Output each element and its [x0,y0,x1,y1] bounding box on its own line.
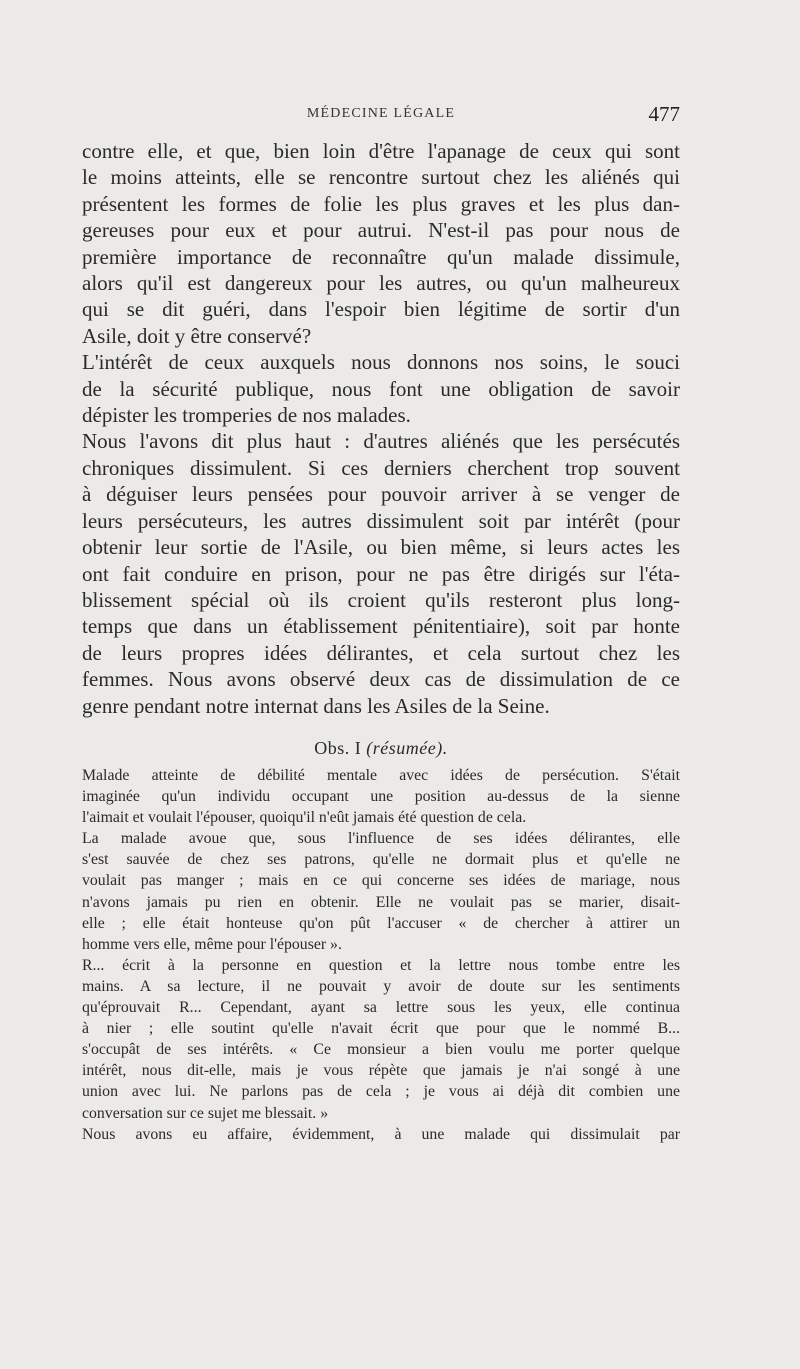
text-line: première importance de reconnaître qu'un malade dissimule, [82,244,680,269]
observation-label: Obs. I [314,738,362,758]
text-line: Asile, doit y être conservé? [82,323,312,348]
running-head [82,102,680,128]
text-line: genre pendant notre internat dans les Asiles de la Seine. [82,693,550,718]
running-head-title: MÉDECINE LÉGALE [306,106,456,121]
main-text [82,138,680,719]
observation-line: mains. A sa lecture, il ne pouvait y avoir de doute sur les sentiments [82,977,680,995]
observation-heading [82,738,680,759]
text-line: à déguiser leurs pensées pour pouvoir arriver à se venger de [82,482,680,507]
text-line: de leurs propres idées délirantes, et cela surtout chez les [82,640,680,665]
text-line: femmes. Nous avons observé deux cas de dissimulation de ce [82,667,680,692]
page-number: 477 [648,102,680,126]
observation-line: s'occupât de ses intérêts. « Ce monsieur a bien voulu me porter quelque [82,1041,680,1059]
text-line: temps que dans un établissement pénitentiaire), soit par honte [82,614,680,639]
text-line: obtenir leur sortie de l'Asile, ou bien même, si leurs actes les [82,535,680,560]
text-line: contre elle, et que, bien loin d'être l'apanage de ceux qui sont [82,139,680,163]
text-line: le moins atteints, elle se rencontre surtout chez les aliénés qui [82,165,680,190]
observation-line: voulait pas manger ; mais en ce qui concerne ses idées de mariage, nous [82,872,680,890]
text-line: L'intérêt de ceux auxquels nous donnons nos soins, le souci [82,350,680,375]
observation-line: intérêt, nous dit-elle, mais je vous répète que jamais je n'ai songé à une [82,1062,680,1080]
observation-line: s'est sauvée de chez ses patrons, qu'elle ne dormait plus et qu'elle ne [82,851,680,869]
text-line: de la sécurité publique, nous font une obligation de savoir [82,376,680,401]
text-line: ont fait conduire en prison, pour ne pas être dirigés sur l'éta- [82,561,680,586]
text-line: blissement spécial où ils croient qu'ils resteront plus long- [82,587,680,612]
text-line: qui se dit guéri, dans l'espoir bien légitime de sortir d'un [82,297,680,322]
observation-line: à nier ; elle soutint qu'elle n'avait écrit que pour que le nommé B... [82,1020,680,1038]
observation-qualifier: (résumée). [366,738,448,758]
observation-line: qu'éprouvait R... Cependant, ayant sa lettre sous les yeux, elle continua [82,999,680,1017]
text-line: gereuses pour eux et pour autrui. N'est-il pas pour nous de [82,218,680,243]
text-line: alors qu'il est dangereux pour les autres, ou qu'un malheureux [82,271,680,296]
observation-line: Malade atteinte de débilité mentale avec idées de persécution. S'était [82,767,680,784]
text-line: présentent les formes de folie les plus graves et les plus dan- [82,191,680,216]
observation-line: n'avons jamais pu rien en obtenir. Elle ne voulait pas se marier, disait- [82,893,680,911]
text-line: Nous l'avons dit plus haut : d'autres aliénés que les persécutés [82,429,680,454]
observation-line: l'aimait et voulait l'épouser, quoiqu'il n'eût jamais été question de cela. [82,809,527,827]
text-line: leurs persécuteurs, les autres dissimulent soit par intérêt (pour [82,508,680,533]
observation-line: La malade avoue que, sous l'influence de ses idées délirantes, elle [82,830,680,848]
observation-line: homme vers elle, même pour l'épouser ». [82,935,342,953]
observation-line: R... écrit à la personne en question et la lettre nous tombe entre les [82,956,680,974]
observation-line: Nous avons eu affaire, évidemment, à une malade qui dissimulait par [82,1125,680,1143]
observation-line: elle ; elle était honteuse qu'on pût l'accuser « de chercher à attirer un [82,914,680,932]
observation-line: imaginée qu'un individu occupant une position au-dessus de la sienne [82,788,680,806]
observation-text [82,765,680,1145]
observation-line: conversation sur ce sujet me blessait. » [82,1104,329,1122]
text-line: chroniques dissimulent. Si ces derniers cherchent trop souvent [82,455,680,480]
text-line: dépister les tromperies de nos malades. [82,403,411,428]
observation-line: union avec lui. Ne parlons pas de cela ; je vous ai déjà dit combien une [82,1083,680,1101]
